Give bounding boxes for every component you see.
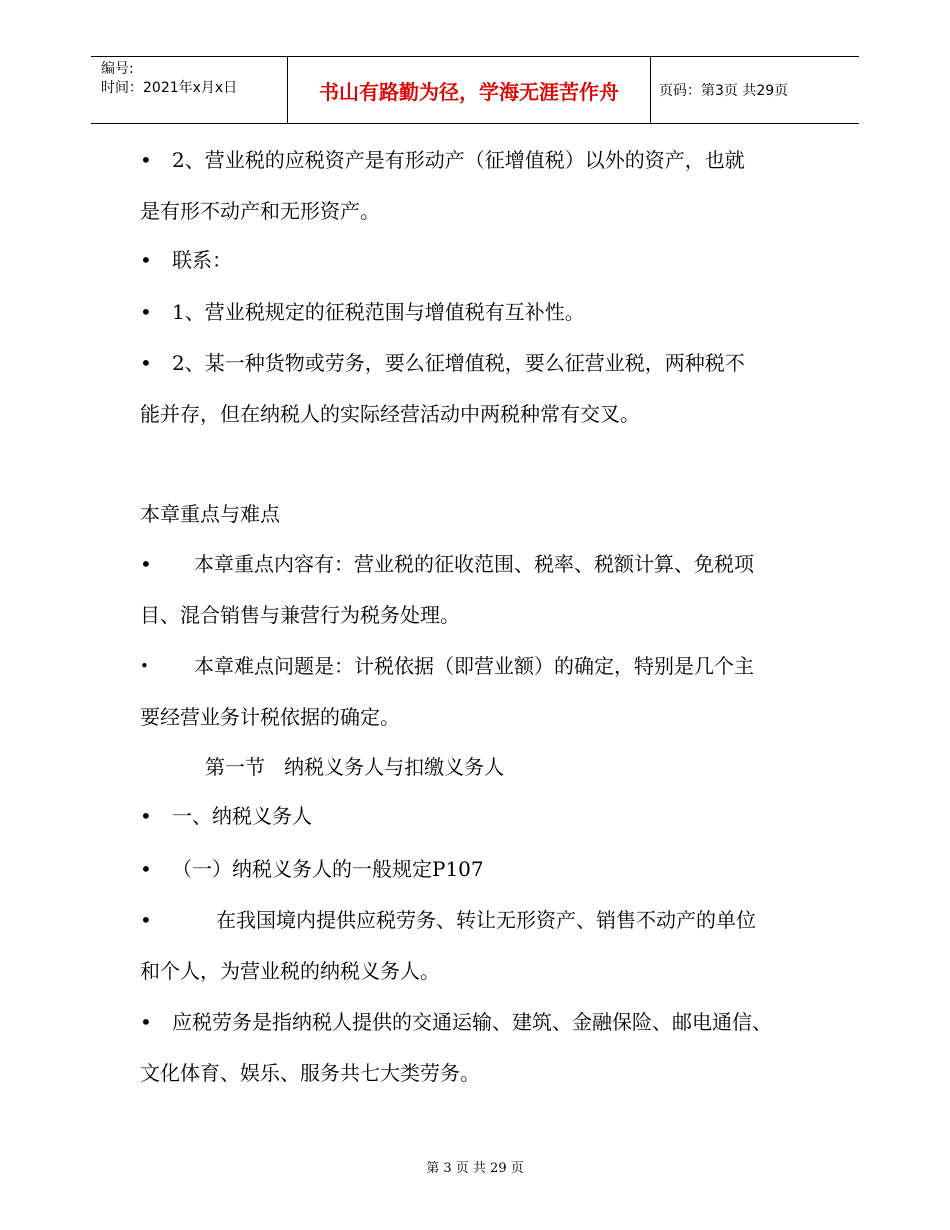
page-header [91, 56, 859, 124]
header-motto: 书山有路勤为径，学海无涯苦作舟 [287, 57, 651, 123]
bullet: • [140, 857, 152, 881]
chapter-section-title: 第一节 纳税义务人与扣缴义务人 [205, 755, 505, 779]
bullet: • [140, 552, 152, 576]
paragraph-line: 文化体育、娱乐、服务共七大类劳务。 [140, 1061, 480, 1085]
bullet: • [140, 148, 152, 172]
number-label: 编号: [101, 61, 134, 77]
paragraph-line: 2、某一种货物或劳务，要么征增值税，要么征营业税，两种税不 [172, 351, 745, 375]
paragraph-line: 本章重点内容有：营业税的征收范围、税率、税额计算、免税项 [194, 552, 754, 576]
bullet: • [140, 1010, 152, 1034]
paragraph-line: 1、营业税规定的征税范围与增值税有互补性。 [172, 300, 585, 324]
bullet: • [140, 804, 152, 828]
paragraph-line: 联系： [172, 248, 232, 272]
paragraph-line: 能并存，但在纳税人的实际经营活动中两税种常有交叉。 [140, 402, 640, 426]
bullet: • [140, 657, 149, 675]
time-label: 时间：2021年x月x日 [101, 80, 238, 96]
paragraph-line: 是有形不动产和无形资产。 [140, 199, 380, 223]
bullet: • [140, 300, 152, 324]
paragraph-line: 本章难点问题是：计税依据（即营业额）的确定，特别是几个主 [194, 654, 754, 678]
header-meta [91, 57, 287, 123]
paragraph-line: 要经营业务计税依据的确定。 [140, 705, 400, 729]
paragraph-line: 和个人，为营业税的纳税义务人。 [140, 959, 440, 983]
paragraph-line: （一）纳税义务人的一般规定P107 [172, 857, 484, 881]
header-page-label: 页码：第3页 共29页 [659, 83, 789, 99]
paragraph-line: 目、混合销售与兼营行为税务处理。 [140, 603, 460, 627]
bullet: • [140, 908, 152, 932]
paragraph-line: 2、营业税的应税资产是有形动产（征增值税）以外的资产，也就 [172, 148, 745, 172]
paragraph-line: 一、纳税义务人 [172, 804, 312, 828]
bullet: • [140, 248, 152, 272]
bullet: • [140, 351, 152, 375]
section-heading: 本章重点与难点 [140, 502, 280, 526]
page-footer: 第 3 页 共 29 页 [426, 1161, 524, 1176]
paragraph-line: 在我国境内提供应税劳务、转让无形资产、销售不动产的单位 [216, 908, 756, 932]
paragraph-line: 应税劳务是指纳税人提供的交通运输、建筑、金融保险、邮电通信、 [172, 1010, 772, 1034]
